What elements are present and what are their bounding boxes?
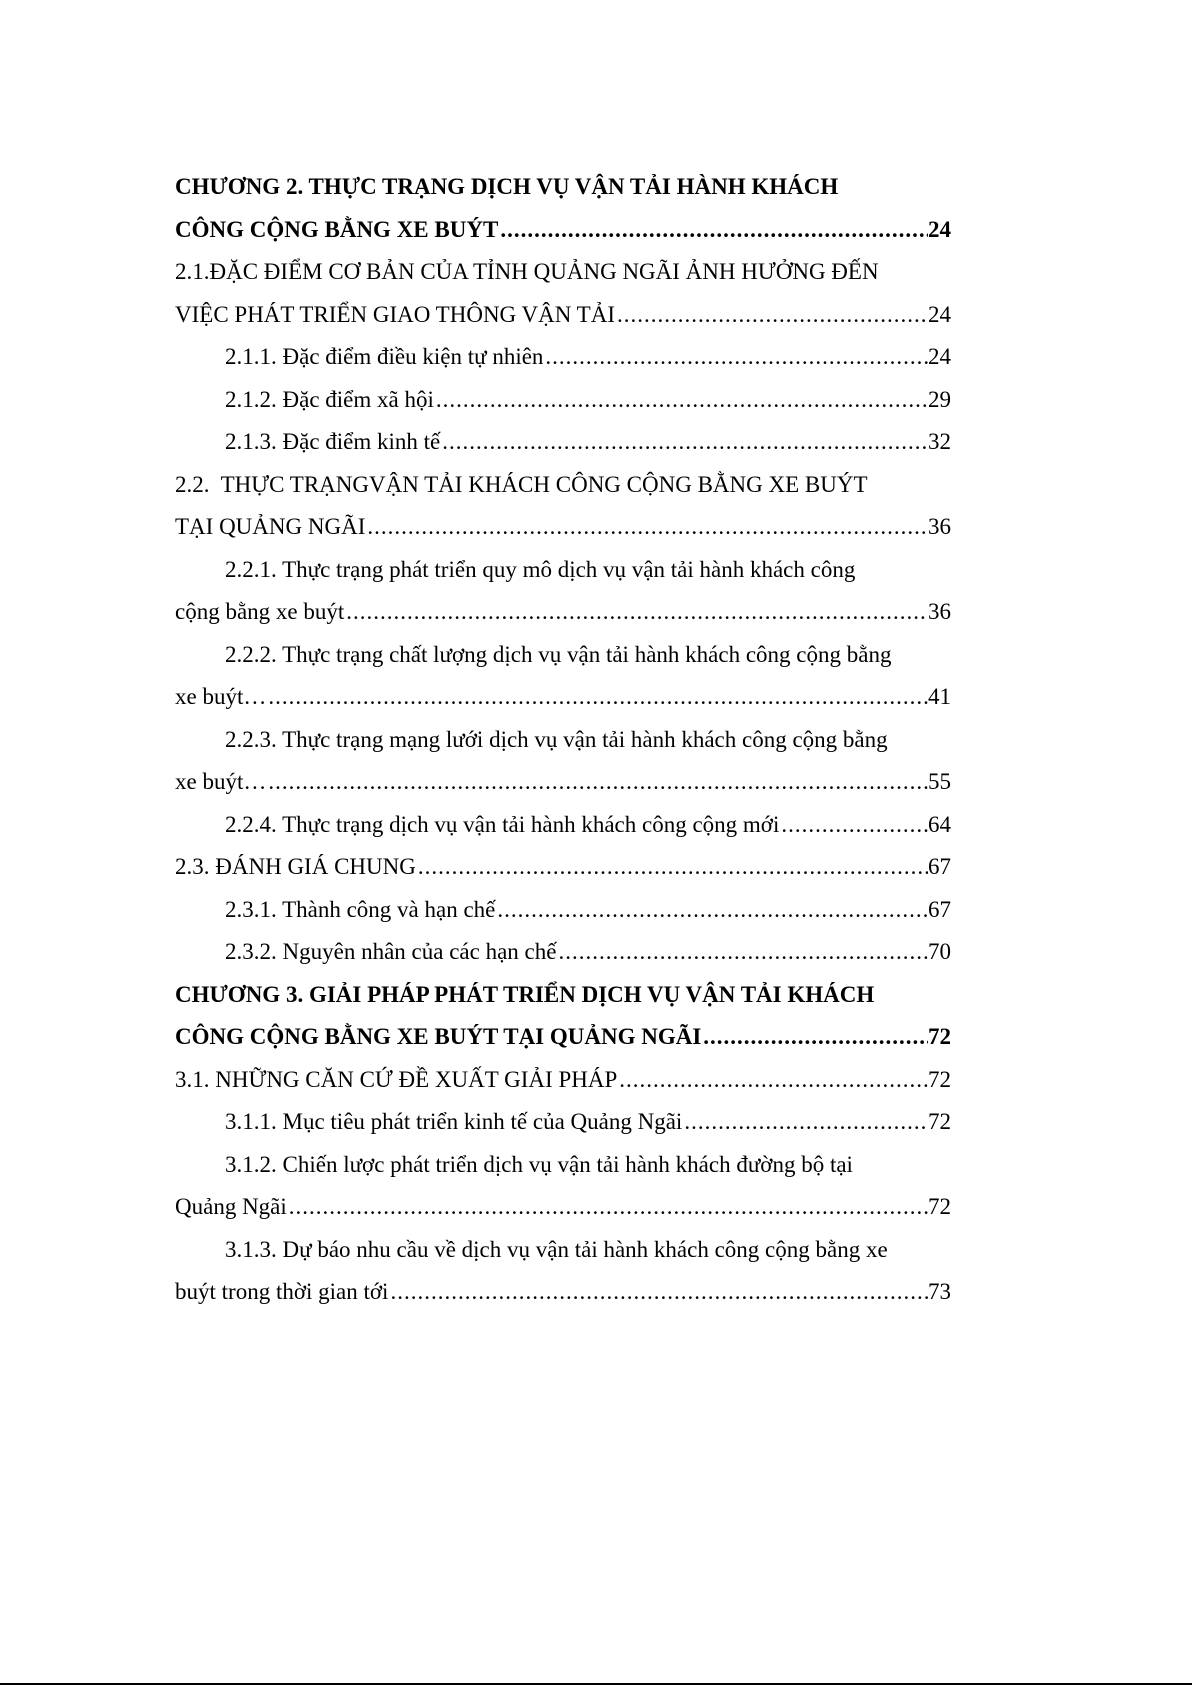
toc-entry-text-line: 2.1.ĐẶC ĐIỂM CƠ BẢN CỦA TỈNH QUẢNG NGÃI ẢNH HƯỞNG ĐẾN: [175, 259, 879, 284]
toc-entry-last-line: [175, 209, 951, 252]
toc-entry-title: CÔNG CỘNG BẰNG XE BUÝT TẠI QUẢNG NGÃI: [175, 1024, 702, 1049]
dot-leader: [287, 1186, 928, 1229]
toc-entry-2-2-2[interactable]: [175, 634, 951, 719]
toc-page-number: 36: [928, 599, 951, 624]
toc-page-number: 67: [928, 854, 951, 879]
toc-entry-last-line: [175, 336, 951, 379]
toc-entry-last-line: [175, 1101, 951, 1144]
toc-entry-last-line: [175, 1059, 951, 1102]
toc-entry-last-line: [175, 1016, 951, 1059]
toc-entry-last-line: [175, 506, 951, 549]
toc-entry-2-1-1[interactable]: [175, 336, 951, 379]
toc-entry-text-line: CHƯƠNG 3. GIẢI PHÁP PHÁT TRIỂN DỊCH VỤ VẬN TẢI KHÁCH: [175, 981, 875, 1007]
toc-entry-title: Quảng Ngãi: [175, 1194, 287, 1219]
toc-entry-3-1-3[interactable]: [175, 1229, 951, 1314]
dot-leader: [543, 336, 928, 379]
toc-entry-title: 2.3.2. Nguyên nhân của các hạn chế: [225, 939, 557, 964]
toc-entry-3-1-2[interactable]: [175, 1144, 951, 1229]
toc-entry-2-3-2[interactable]: [175, 931, 951, 974]
toc-entry-last-line: [175, 761, 951, 804]
toc-entry-section-3-1[interactable]: [175, 1059, 951, 1102]
toc-page-number: 24: [928, 301, 951, 327]
toc-entry-text-line: 2.2. THỰC TRẠNGVẬN TẢI KHÁCH CÔNG CỘNG BẰNG XE BUÝT: [175, 471, 868, 497]
toc-entry-chapter-2[interactable]: [175, 166, 951, 251]
toc-entry-last-line: [175, 421, 951, 464]
toc-entry-title: 3.1. NHỮNG CĂN CỨ ĐỀ XUẤT GIẢI PHÁP: [175, 1066, 618, 1092]
dot-leader: [556, 931, 928, 974]
toc-entry-2-3-1[interactable]: [175, 889, 951, 932]
toc-entry-title: CÔNG CỘNG BẰNG XE BUÝT: [175, 216, 499, 242]
toc-page-number: 24: [928, 344, 951, 369]
toc-entry-title: 3.1.1. Mục tiêu phát triển kinh tế của Quảng Ngãi: [225, 1109, 683, 1134]
toc-entry-2-2-1[interactable]: [175, 549, 951, 634]
dot-leader: [701, 1016, 928, 1059]
dot-leader: [617, 1059, 928, 1102]
toc-entry-last-line: [175, 591, 951, 634]
dot-leader: [344, 591, 928, 634]
toc-entry-last-line: [175, 1186, 951, 1229]
toc-entry-section-2-3[interactable]: [175, 846, 951, 889]
toc-entry-title: 2.1.2. Đặc điểm xã hội: [225, 386, 434, 412]
toc-page-number: 29: [928, 386, 951, 412]
toc-page-number: 67: [928, 896, 951, 922]
toc-page-number: 73: [928, 1279, 951, 1304]
toc-entry-title: xe buýt…: [175, 684, 267, 709]
toc-entry-last-line: [175, 889, 951, 932]
toc-entry-last-line: [175, 846, 951, 889]
toc-entry-title: TẠI QUẢNG NGÃI: [175, 514, 366, 539]
toc-entry-last-line: [175, 1271, 951, 1314]
toc-entry-text-line: 2.2.3. Thực trạng mạng lưới dịch vụ vận tải hành khách công cộng bằng: [225, 726, 888, 752]
dot-leader: [498, 209, 928, 252]
toc-entry-last-line: [175, 931, 951, 974]
toc-entry-title: 2.3.1. Thành công và hạn chế: [225, 896, 496, 922]
toc-page-number: 72: [928, 1024, 951, 1049]
toc-entry-2-2-3[interactable]: [175, 719, 951, 804]
toc-entry-2-1-2[interactable]: [175, 379, 951, 422]
toc-entry-last-line: [175, 379, 951, 422]
toc-page-number: 72: [928, 1066, 951, 1092]
toc-entry-last-line: [175, 294, 951, 337]
toc-page-number: 55: [928, 769, 951, 794]
toc-page-number: 72: [928, 1109, 951, 1134]
dot-leader: [365, 506, 928, 549]
toc-entry-text-line: 2.2.2. Thực trạng chất lượng dịch vụ vận tải hành khách công cộng bằng: [225, 641, 892, 667]
table-of-contents: [175, 166, 951, 1314]
toc-entry-title: cộng bằng xe buýt: [175, 599, 345, 624]
dot-leader: [495, 889, 928, 932]
toc-entry-title: 2.1.1. Đặc điểm điều kiện tự nhiên: [225, 344, 544, 369]
dot-leader: [266, 761, 928, 804]
dot-leader: [434, 379, 928, 422]
dot-leader: [266, 676, 928, 719]
toc-entry-text-line: 3.1.3. Dự báo nhu cầu về dịch vụ vận tải hành khách công cộng bằng xe: [225, 1236, 888, 1262]
toc-entry-last-line: [175, 804, 951, 847]
toc-entry-title: 2.1.3. Đặc điểm kinh tế: [225, 429, 441, 454]
toc-entry-text-line: 2.2.1. Thực trạng phát triển quy mô dịch vụ vận tải hành khách công: [225, 556, 856, 582]
toc-entry-title: buýt trong thời gian tới: [175, 1279, 389, 1304]
toc-page-number: 32: [928, 429, 951, 454]
toc-page-number: 70: [928, 939, 951, 964]
toc-entry-chapter-3[interactable]: [175, 974, 951, 1059]
toc-entry-last-line: [175, 676, 951, 719]
toc-entry-title: 2.3. ĐÁNH GIÁ CHUNG: [175, 854, 416, 879]
toc-entry-text-line: CHƯƠNG 2. THỰC TRẠNG DỊCH VỤ VẬN TẢI HÀNH KHÁCH: [175, 174, 839, 199]
toc-entry-text-line: 3.1.2. Chiến lược phát triển dịch vụ vận tải hành khách đường bộ tại: [225, 1151, 853, 1177]
toc-entry-section-2-2[interactable]: [175, 464, 951, 549]
toc-page-number: 72: [928, 1194, 951, 1219]
toc-page-number: 36: [928, 514, 951, 539]
toc-page-number: 41: [928, 684, 951, 709]
toc-entry-title: VIỆC PHÁT TRIỂN GIAO THÔNG VẬN TẢI: [175, 301, 615, 327]
dot-leader: [779, 804, 928, 847]
toc-entry-section-2-1[interactable]: [175, 251, 951, 336]
toc-entry-3-1-1[interactable]: [175, 1101, 951, 1144]
toc-entry-2-2-4[interactable]: [175, 804, 951, 847]
dot-leader: [440, 421, 928, 464]
dot-leader: [416, 846, 928, 889]
dot-leader: [388, 1271, 928, 1314]
toc-page-number: 24: [928, 216, 951, 242]
toc-entry-2-1-3[interactable]: [175, 421, 951, 464]
toc-page-number: 64: [928, 811, 951, 837]
dot-leader: [682, 1101, 928, 1144]
toc-entry-title: xe buýt…: [175, 769, 267, 794]
dot-leader: [615, 294, 928, 337]
toc-entry-title: 2.2.4. Thực trạng dịch vụ vận tải hành khách công cộng mới: [225, 811, 780, 837]
